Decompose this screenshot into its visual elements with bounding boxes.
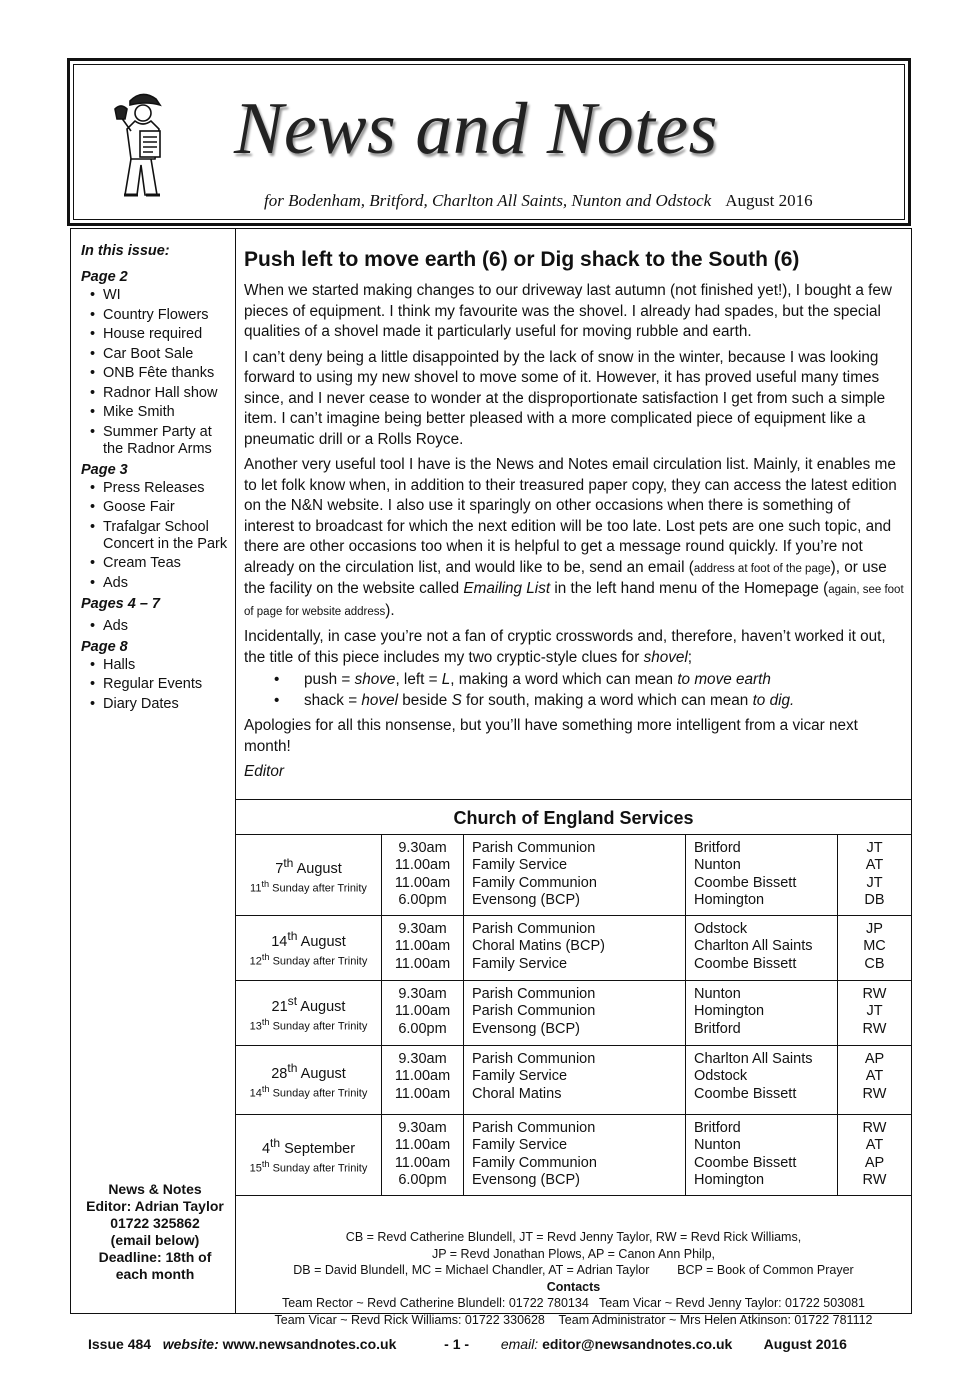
service-time: 9.30am [398,921,447,937]
contact-line: Team Vicar ~ Revd Rick Williams: 01722 330628 Team Administrator ~ Mrs Helen Atkinson: 01722 781112 [274,1312,873,1327]
service-cell [464,1115,686,1195]
place-cell [686,916,838,980]
service-time: 6.00pm [398,1020,447,1037]
page-footer [88,1336,908,1352]
list-item: • Regular Events [81,676,231,693]
list-item [244,691,904,712]
service-date [236,1060,381,1083]
text-run: Another very useful tool I have is the News and Notes email circulation list. Mainly, it enables me to let folk know when, in addition to their treasured paper copy, they can access the latest edition on the N&N website. I also use it sparingly on other occasions when there is something of interest to broadcast for which the next edition will be too late. Lost pets are one such topic, and there are other occasions too when it is helpful to get a message round quickly. If you’re not already on the circulation list, and would like to be, send an email ( [244,456,897,576]
service-place: Homington [694,1171,765,1188]
contents-list [81,480,231,592]
service-name: Family Communion [472,1154,597,1171]
officiant-initials: JT [866,1003,883,1020]
service-time: 9.30am [398,1051,447,1067]
contact-line: News & Notes [108,1181,202,1197]
text-run: 15 [249,1162,262,1175]
service-date [236,993,381,1016]
issue-date: August 2016 [725,191,813,210]
officiant-initials: JP [866,921,883,937]
service-time: 11.00am [394,1003,451,1020]
service-time: 6.00pm [398,891,447,908]
services-title: Church of England Services [236,800,911,835]
service-place: Coombe Bissett [694,1085,797,1102]
service-name: Parish Communion [472,1051,596,1067]
article-headline: Push left to move earth (6) or Dig shack to the South (6) [244,248,800,271]
text-run: Emailing List [463,580,551,597]
text-run: August [297,998,346,1015]
list-item: • House required [81,326,231,343]
service-cell [464,916,686,980]
text-run: August [297,1065,346,1082]
legend-line: JP = Revd Jonathan Plows, AP = Canon Ann Philp, [431,1246,716,1261]
initials-cell [838,1115,911,1195]
contacts-heading: Contacts [546,1279,601,1294]
service-name: Evensong (BCP) [472,1020,580,1037]
service-time: 9.30am [398,986,447,1002]
contact-line: Team Rector ~ Revd Catherine Blundell: 01722 780134 Team Vicar ~ Revd Jenny Taylor: 01722 503081 [281,1296,865,1310]
article-paragraph: I can’t deny being a little disappointed by the lack of snow in the winter, because I was looking forward to using my new shovel to move some of it. However, it has proved useful many times since, and I never cease to wonder at the disproportionate satisfaction I get from such a simple item. I can’t imagine being better pleased with a more complicated piece of equipment like a pneumatic drill or a Rolls Royce. [244,348,886,448]
sunday-label [236,878,381,896]
text-run: th [261,1083,270,1094]
officiant-initials: RW [862,986,887,1002]
service-place: Nunton [694,1137,741,1154]
text-run: Sunday after Trinity [269,1087,368,1100]
text-run: L [441,671,451,688]
table-row [236,916,911,981]
text-run: 21 [271,998,288,1015]
sunday-label [236,1083,381,1101]
legend-line: DB = David Blundell, MC = Michael Chandler, AT = Adrian Taylor BCP = Book of Common Prayer [293,1263,854,1277]
contact-deadline: Deadline: 18th of [98,1249,212,1265]
text-run: September [280,1140,356,1157]
text-run: 14 [249,1087,262,1100]
officiant-initials: AT [865,857,884,874]
place-cell [686,835,838,915]
place-cell [686,1046,838,1114]
text-run: beside [397,691,452,709]
officiant-initials: JT [866,874,883,891]
text-run: shove [354,671,396,688]
officiant-initials: RW [862,1171,887,1188]
officiant-initials: AT [865,1137,884,1154]
article-signature [244,762,904,783]
text-run: 11 [250,882,262,895]
service-name: Choral Matins [472,1085,562,1102]
article-paragraph [244,627,904,668]
text-run: to dig. [752,691,795,709]
service-name: Family Service [472,1068,568,1085]
list-item: • Ads [81,575,231,592]
services-table [236,799,911,1196]
list-item: • Press Releases [81,480,231,497]
text-run: shovel [643,648,688,666]
officiant-initials: RW [862,1120,887,1136]
text-run: , making a word which can mean [450,671,678,688]
sunday-label [236,951,381,969]
place-cell [686,981,838,1045]
service-name: Family Service [472,1137,568,1154]
text-run: th [287,928,298,943]
text-run: again, see foot of page for website address [244,584,904,618]
list-item: • WI [81,287,231,304]
sidebar [71,229,236,1313]
service-date [236,855,381,878]
service-time: 11.00am [394,874,451,891]
service-place: Coombe Bissett [694,1154,797,1171]
newsletter-title: News and Notes [234,88,718,170]
date-cell [236,1115,382,1195]
service-name: Family Communion [472,874,597,891]
text-run: th [261,1158,270,1169]
list-item: • Ads [81,618,231,635]
contents-list [81,657,231,713]
text-run: push = [304,671,355,688]
text-run: 13 [249,1020,262,1033]
initials-cell [838,981,911,1045]
table-row [236,1115,911,1196]
contents-list [81,618,231,635]
contact-line: each month [115,1266,195,1282]
service-time: 9.30am [398,1120,447,1136]
service-name: Parish Communion [472,1120,596,1136]
text-run: S [451,691,462,709]
service-place: Odstock [694,921,748,937]
contents-list [81,287,231,458]
text-run: Sunday after Trinity [269,882,367,895]
issue-number: Issue 484 [88,1336,152,1352]
officiant-initials: RW [862,1085,887,1102]
service-time: 9.30am [398,840,447,856]
text-run: address at foot of the page [693,562,831,575]
list-item: • Summer Party at the Radnor Arms [81,424,231,458]
service-place: Britford [694,1020,741,1037]
email-link[interactable]: editor@newsandnotes.co.uk [542,1336,733,1352]
officiant-initials: DB [864,891,885,908]
time-cell [382,916,464,980]
service-time: 11.00am [394,1137,451,1154]
text-run: August [297,933,346,950]
service-date [236,928,381,951]
page-number: - 1 - [444,1336,470,1352]
service-time: 11.00am [394,938,451,955]
list-item [244,670,904,691]
town-crier-icon [102,87,184,207]
service-name: Parish Communion [472,840,596,856]
text-run: Editor [244,763,284,780]
service-name: Evensong (BCP) [472,891,580,908]
place-cell [686,1115,838,1195]
service-name: Family Service [472,955,568,972]
service-time: 11.00am [394,955,451,972]
text-run: 12 [249,955,262,968]
date-cell [236,835,382,915]
text-run: st [287,993,298,1008]
service-date [236,1135,381,1158]
service-place: Britford [694,840,741,856]
list-item: • Country Flowers [81,307,231,324]
text-run: in the left hand menu of the Homepage ( [550,580,829,597]
list-item: • Diary Dates [81,696,231,713]
service-name: Choral Matins (BCP) [472,938,605,955]
text-run: Sunday after Trinity [269,955,368,968]
text-run: 14 [271,933,288,950]
page-heading: Page 3 [81,461,128,478]
service-place: Homington [694,1003,765,1020]
service-name: Parish Communion [472,1003,596,1020]
sunday-label [236,1016,381,1034]
time-cell [382,1046,464,1114]
text-run: th [270,1135,281,1150]
content-frame [70,228,912,1327]
editor-contact-box [75,1181,235,1283]
service-cell [464,1046,686,1114]
initials-cell [838,916,911,980]
time-cell [382,835,464,915]
text-run: hovel [361,691,398,709]
text-run: 28 [271,1065,288,1082]
text-run: Sunday after Trinity [269,1162,368,1175]
list-item: • Car Boot Sale [81,346,231,363]
text-run: 4 [261,1140,271,1157]
table-row [236,981,911,1046]
officiant-initials: JT [866,840,883,856]
service-time: 11.00am [394,1068,451,1085]
list-item: • Cream Teas [81,555,231,572]
service-cell [464,981,686,1045]
service-place: Nunton [694,986,741,1002]
table-row [236,1046,911,1115]
text-run: August [293,860,342,877]
officiant-initials: CB [864,955,885,972]
service-place: Britford [694,1120,741,1136]
text-run: th [261,1016,270,1027]
contact-phone: 01722 325862 [110,1215,200,1231]
text-run: th [261,878,270,889]
service-time: 11.00am [394,1085,451,1102]
sunday-label [236,1158,381,1176]
text-run: shack = [304,691,362,709]
text-run: th [261,951,270,962]
text-run: for south, making a word which can mean [461,691,753,709]
article-paragraph: When we started making changes to our driveway last autumn (not finished yet!), I bought a few pieces of equipment. I think my favourite was the shovel. I already had spades, but the special qualities of a shovel made it particularly useful for moving rubble and earth. [244,282,892,340]
text-run: , left = [395,671,442,688]
text-run: ). [385,601,395,619]
article-paragraph [244,455,904,622]
text-run: 7 [275,860,284,877]
service-place: Coombe Bissett [694,955,797,972]
text-run: to move earth [677,671,771,688]
officiant-initials: AT [865,1068,884,1085]
page-heading: Page 2 [81,269,128,285]
in-this-issue-heading: In this issue: [81,243,170,259]
time-cell [382,981,464,1045]
officiant-initials: RW [862,1020,887,1037]
service-place: Odstock [694,1068,748,1085]
service-time: 11.00am [394,857,451,874]
list-item: • Halls [81,657,231,674]
text-run: ; [687,648,693,666]
newsletter-subtitle [264,191,813,211]
parishes-line: for Bodenham, Britford, Charlton All Saints, Nunton and Odstock [264,191,712,210]
service-place: Charlton All Saints [694,1051,813,1067]
service-time: 11.00am [394,1154,451,1171]
services-legend [236,1229,911,1328]
service-name: Parish Communion [472,921,596,937]
initials-cell [838,1046,911,1114]
time-cell [382,1115,464,1195]
service-place: Charlton All Saints [694,938,813,955]
service-cell [464,835,686,915]
officiant-initials: AP [864,1154,885,1171]
legend-line: CB = Revd Catherine Blundell, JT = Revd Jenny Taylor, RW = Revd Rick Williams, [345,1230,802,1244]
main-column [236,229,911,1327]
website-label: website: [162,1336,219,1352]
page-heading: Page 8 [81,638,128,655]
service-place: Coombe Bissett [694,874,797,891]
text-run: th [287,1060,298,1075]
list-item: • Trafalgar School Concert in the Park [81,519,231,553]
list-item: • Radnor Hall show [81,385,231,402]
contact-line: Editor: Adrian Taylor [86,1198,224,1214]
service-place: Homington [694,891,765,908]
officiant-initials: AP [864,1051,885,1067]
date-cell [236,1046,382,1114]
text-run: th [283,855,294,870]
list-item: • ONB Fête thanks [81,365,231,382]
editorial-article [244,247,904,788]
footer-date: August 2016 [763,1336,847,1352]
text-run: Sunday after Trinity [269,1020,368,1033]
page-heading: Pages 4 – 7 [81,595,160,612]
email-label: email: [500,1336,539,1352]
website-link[interactable]: www.newsandnotes.co.uk [222,1336,397,1352]
contact-line: (email below) [110,1232,200,1248]
article-paragraph: Apologies for all this nonsense, but you’ll have something more intelligent from a vicar next month! [244,717,858,755]
initials-cell [838,835,911,915]
masthead [67,58,911,226]
list-item: • Goose Fair [81,499,231,516]
date-cell [236,916,382,980]
text-run: Incidentally, in case you’re not a fan of cryptic crosswords and, therefore, haven’t worked it out, the title of this piece includes my two cryptic-style clues for [244,628,886,666]
text-run: ), or use the facility on the website called [244,558,887,597]
service-name: Family Service [472,857,568,874]
clue-list [244,670,904,711]
officiant-initials: MC [863,938,886,955]
service-place: Nunton [694,857,741,874]
service-name: Evensong (BCP) [472,1171,580,1188]
service-name: Parish Communion [472,986,596,1002]
service-time: 6.00pm [398,1171,447,1188]
list-item: • Mike Smith [81,404,231,421]
table-row [236,835,911,916]
date-cell [236,981,382,1045]
